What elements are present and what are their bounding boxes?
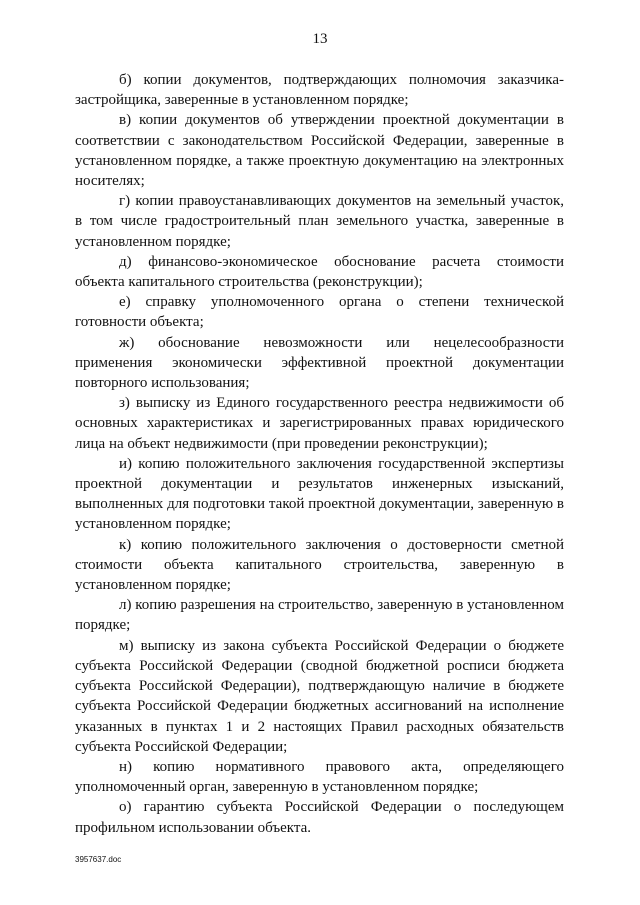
list-item: д) финансово-экономическое обоснование расчета стоимости объекта капитального строительства (реконструкции); <box>75 253 564 291</box>
page-number: 13 <box>312 31 328 47</box>
list-item: о) гарантию субъекта Российской Федерации о последующем профильном использовании объекта. <box>75 799 564 836</box>
list-item: м) выписку из закона субъекта Российской Федерации о бюджете субъекта Российской Федерации (сводной бюджетной росписи бюджета субъекта Российской Федерации), подтверждающую наличие в бюджете субъекта Российской Федерации бюджетных ассигнований на исполнение указанных в пунктах 1 и 2 настоящих Правил расходных обязательств субъекта Российской Федерации; <box>75 637 564 755</box>
list-item: и) копию положительного заключения государственной экспертизы проектной документации и результатов инженерных изысканий, выполненных для подготовки такой проектной документации, заверенную в установленном порядке; <box>75 455 564 533</box>
document-body <box>75 70 564 838</box>
list-item: в) копии документов об утверждении проектной документации в соответствии с законодательством Российской Федерации, заверенные в установленном порядке, а также проектную документацию на электронных носителях; <box>75 112 564 190</box>
list-item: г) копии правоустанавливающих документов на земельный участок, в том числе градостроительный план земельного участка, заверенные в установленном порядке; <box>75 193 564 250</box>
footer-doc-code: 3957637.doc <box>75 855 122 864</box>
list-item: н) копию нормативного правового акта, определяющего уполномоченный орган, заверенную в установленном порядке; <box>75 758 564 796</box>
list-item: л) копию разрешения на строительство, заверенную в установленном порядке; <box>75 597 564 634</box>
list-item: ж) обоснование невозможности или нецелесообразности применения экономически эффективной проектной документации повторного использования; <box>75 334 564 392</box>
list-item: е) справку уполномоченного органа о степени технической готовности объекта; <box>75 294 564 331</box>
list-item: б) копии документов, подтверждающих полномочия заказчика-застройщика, заверенные в установленном порядке; <box>75 72 564 109</box>
list-item: з) выписку из Единого государственного реестра недвижимости об основных характеристиках и зарегистрированных правах юридического лица на объект недвижимости (при проведении реконструкции); <box>75 395 564 452</box>
list-item: к) копию положительного заключения о достоверности сметной стоимости объекта капитального строительства, заверенную в установленном порядке; <box>75 536 564 594</box>
